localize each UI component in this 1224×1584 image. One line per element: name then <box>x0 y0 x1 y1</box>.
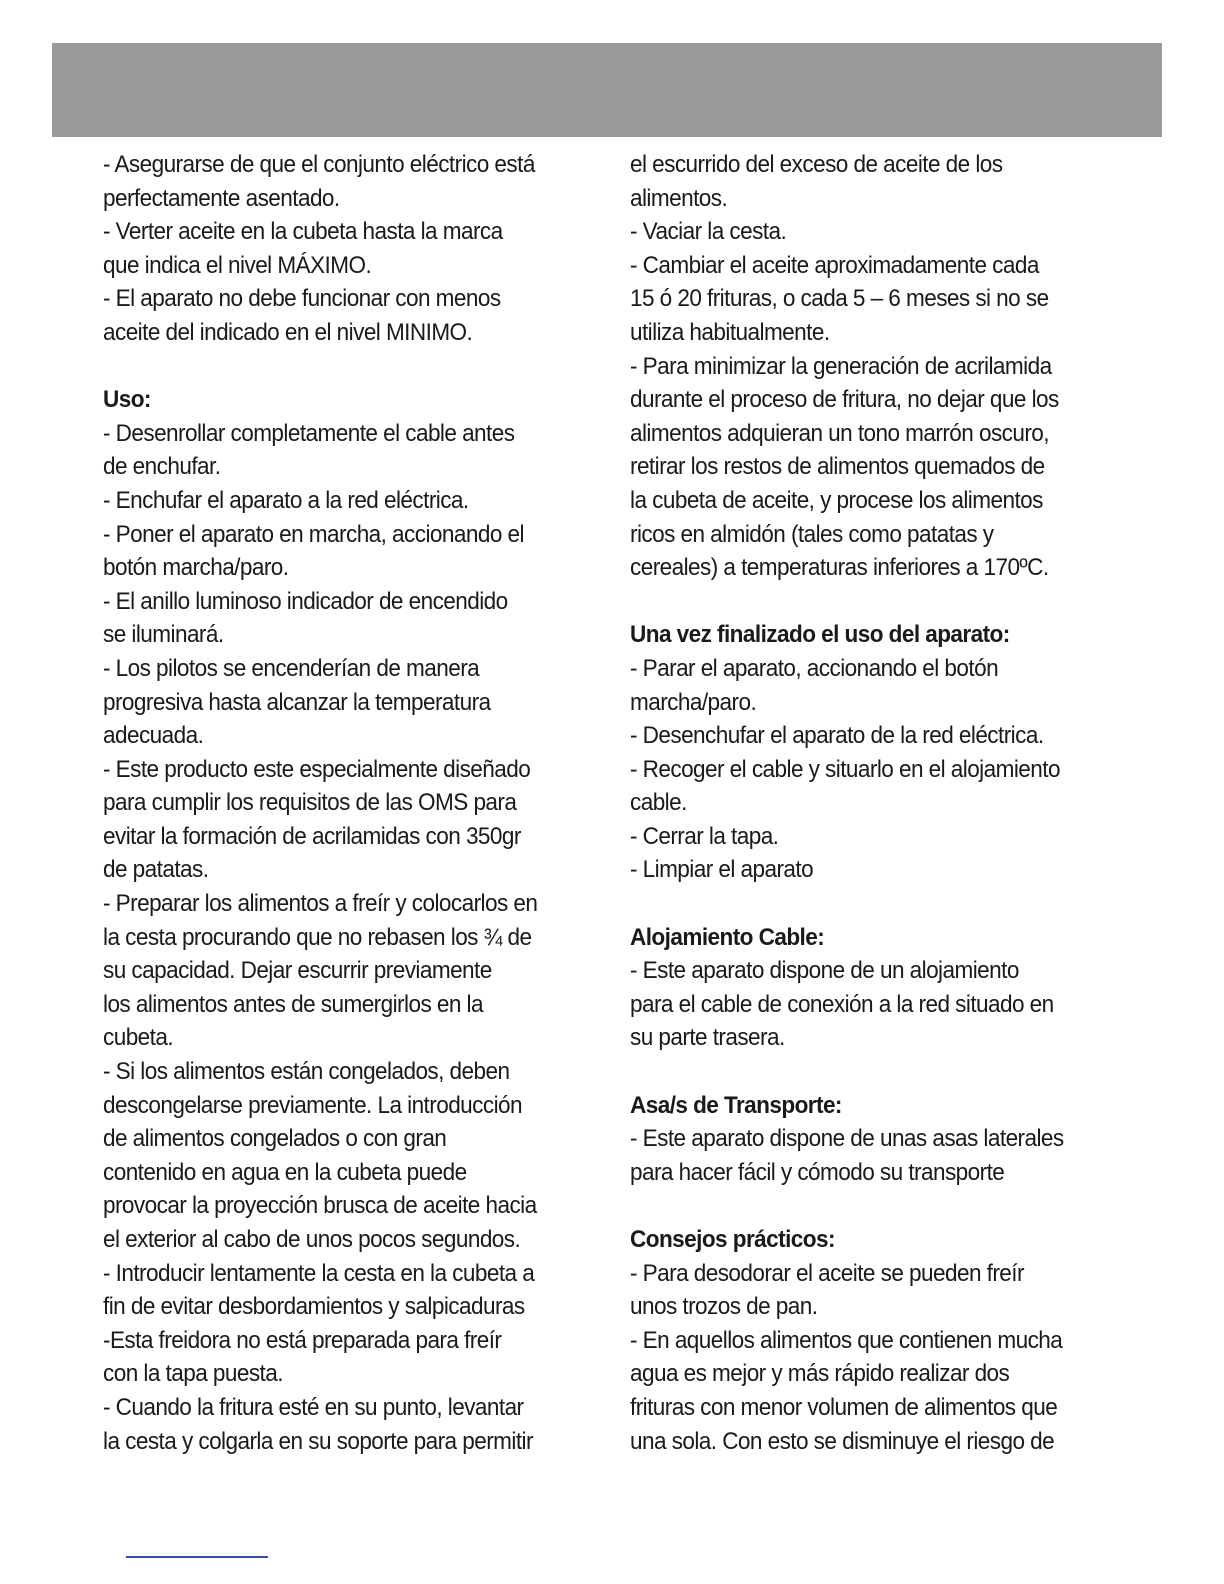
text-line: - Para desodorar el aceite se pueden freír <box>630 1259 1024 1287</box>
text-line: para hacer fácil y cómodo su transporte <box>630 1158 1005 1186</box>
text-line: -Esta freidora no está preparada para freír <box>103 1326 502 1354</box>
text-line: - Este aparato dispone de un alojamiento <box>630 957 1019 985</box>
text-line: una sola. Con esto se disminuye el riesgo de <box>630 1427 1055 1455</box>
text-line: perfectamente asentado. <box>103 184 340 212</box>
text-line: su capacidad. Dejar escurrir previamente <box>103 957 492 985</box>
blank-line <box>630 585 1109 619</box>
text-line: - Este producto este especialmente diseñado <box>103 755 531 783</box>
section-heading: Alojamiento Cable: <box>630 923 825 951</box>
text-line: marcha/paro. <box>630 688 757 716</box>
right-text-column <box>630 148 1109 1458</box>
text-line: utiliza habitualmente. <box>630 318 830 346</box>
section-heading: Uso: <box>103 386 151 414</box>
text-line: la cubeta de aceite, y procese los alimentos <box>630 486 1043 514</box>
text-line: aceite del indicado en el nivel MINIMO. <box>103 318 473 346</box>
text-line: unos trozos de pan. <box>630 1293 818 1321</box>
text-line: se iluminará. <box>103 621 224 649</box>
text-line: ricos en almidón (tales como patatas y <box>630 520 994 548</box>
text-line: 15 ó 20 frituras, o cada 5 – 6 meses si no se <box>630 285 1049 313</box>
text-line: alimentos adquieran un tono marrón oscuro, <box>630 419 1050 447</box>
text-line: - En aquellos alimentos que contienen mucha <box>630 1326 1063 1354</box>
blank-line <box>630 1055 1109 1089</box>
text-line: para cumplir los requisitos de las OMS para <box>103 789 517 817</box>
text-line: cereales) a temperaturas inferiores a 170ºC. <box>630 554 1049 582</box>
text-line: de patatas. <box>103 856 209 884</box>
text-line: - Preparar los alimentos a freír y colocarlos en <box>103 890 538 918</box>
text-line: agua es mejor y más rápido realizar dos <box>630 1360 1010 1388</box>
blank-line <box>630 887 1109 921</box>
text-line: - Este aparato dispone de unas asas laterales <box>630 1125 1064 1153</box>
text-line: frituras con menor volumen de alimentos que <box>630 1393 1058 1421</box>
text-line: para el cable de conexión a la red situado en <box>630 990 1054 1018</box>
left-text-column <box>103 148 573 1458</box>
text-line: evitar la formación de acrilamidas con 350gr <box>103 822 521 850</box>
text-line: los alimentos antes de sumergirlos en la <box>103 990 483 1018</box>
text-line: - Introducir lentamente la cesta en la cubeta a <box>103 1259 535 1287</box>
section-heading: Asa/s de Transporte: <box>630 1091 842 1119</box>
blank-line <box>630 1189 1109 1223</box>
text-line: la cesta y colgarla en su soporte para permitir <box>103 1427 533 1455</box>
text-line: - Cerrar la tapa. <box>630 822 779 850</box>
text-line: - Cuando la fritura esté en su punto, levantar <box>103 1393 524 1421</box>
text-line: - Cambiar el aceite aproximadamente cada <box>630 251 1039 279</box>
text-line: el exterior al cabo de unos pocos segundos. <box>103 1226 521 1253</box>
text-line: retirar los restos de alimentos quemados de <box>630 453 1045 481</box>
text-line: - Desenrollar completamente el cable antes <box>103 419 515 447</box>
text-line: fin de evitar desbordamientos y salpicaduras <box>103 1293 525 1321</box>
text-line: - Asegurarse de que el conjunto eléctrico está <box>103 151 535 178</box>
text-line: - Desenchufar el aparato de la red eléctrica. <box>630 722 1044 750</box>
text-line: alimentos. <box>630 184 728 212</box>
text-line: contenido en agua en la cubeta puede <box>103 1158 467 1186</box>
blank-line <box>103 350 573 384</box>
text-line: - Poner el aparato en marcha, accionando el <box>103 520 524 548</box>
footer-rule <box>126 1556 268 1558</box>
text-line: - Parar el aparato, accionando el botón <box>630 654 999 682</box>
text-line: adecuada. <box>103 722 204 750</box>
text-line: - Limpiar el aparato <box>630 856 814 884</box>
text-line: el escurrido del exceso de aceite de los <box>630 151 1003 178</box>
text-line: - Recoger el cable y situarlo en el alojamiento <box>630 755 1060 783</box>
text-line: con la tapa puesta. <box>103 1360 283 1388</box>
section-heading: Consejos prácticos: <box>630 1226 835 1253</box>
text-line: - Vaciar la cesta. <box>630 218 787 246</box>
header-band <box>52 43 1162 137</box>
text-line: la cesta procurando que no rebasen los ¾ de <box>103 923 532 951</box>
section-heading: Una vez finalizado el uso del aparato: <box>630 621 1010 649</box>
text-line: cable. <box>630 789 687 817</box>
text-line: su parte trasera. <box>630 1024 785 1052</box>
text-line: que indica el nivel MÁXIMO. <box>103 251 372 279</box>
text-line: - Enchufar el aparato a la red eléctrica. <box>103 486 469 514</box>
text-line: descongelarse previamente. La introducción <box>103 1091 523 1119</box>
text-line: - Los pilotos se encenderían de manera <box>103 654 480 682</box>
text-line: provocar la proyección brusca de aceite hacia <box>103 1192 537 1220</box>
text-line: - El anillo luminoso indicador de encendido <box>103 587 508 615</box>
text-line: - Para minimizar la generación de acrilamida <box>630 352 1052 380</box>
text-line: durante el proceso de fritura, no dejar que los <box>630 386 1059 414</box>
text-line: de alimentos congelados o con gran <box>103 1125 447 1153</box>
text-line: botón marcha/paro. <box>103 554 289 582</box>
text-line: - El aparato no debe funcionar con menos <box>103 285 501 313</box>
text-line: cubeta. <box>103 1024 174 1052</box>
text-line: - Si los alimentos están congelados, deben <box>103 1058 510 1086</box>
text-line: de enchufar. <box>103 453 221 481</box>
text-line: progresiva hasta alcanzar la temperatura <box>103 688 491 716</box>
text-line: - Verter aceite en la cubeta hasta la marca <box>103 218 503 246</box>
